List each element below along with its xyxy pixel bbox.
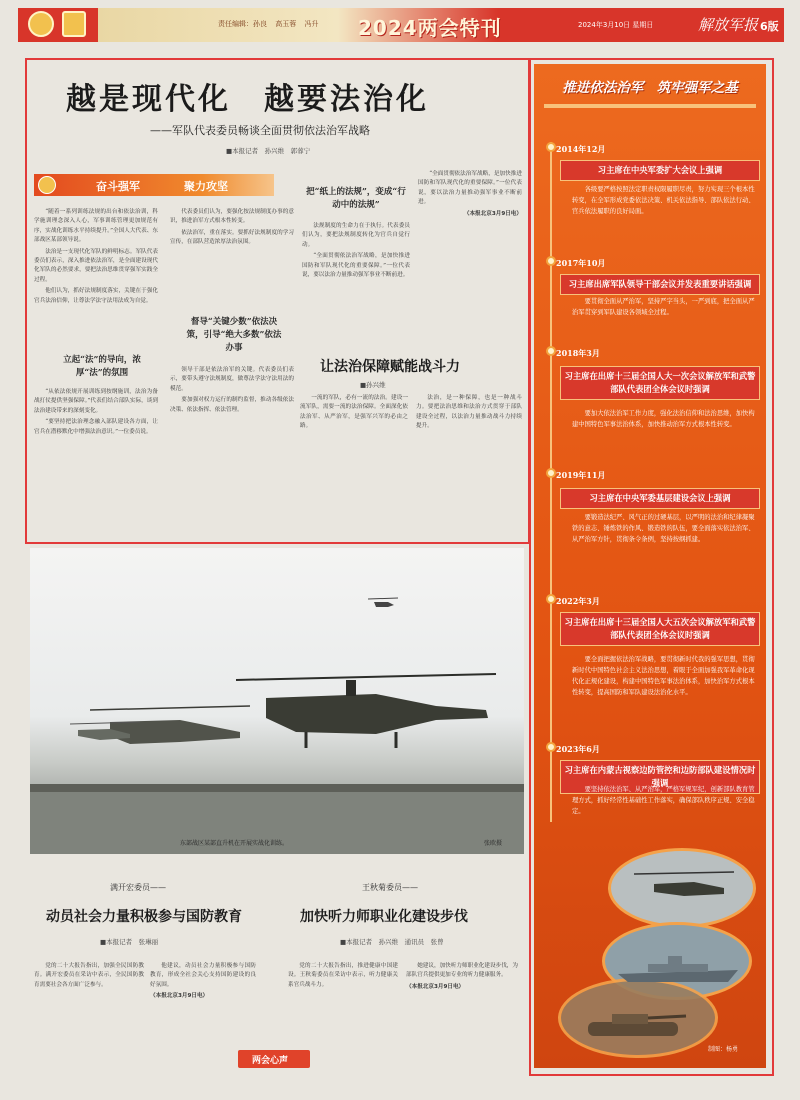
timeline-year: 2022年3月 — [556, 596, 600, 606]
masthead — [18, 8, 784, 42]
timeline-text: 要贯彻全面从严治军，坚持严字当头，一严到底，把全面从严治军贯穿到军队建设各领域全过程。 — [572, 298, 755, 316]
corner-tag-text: 两会心声 — [252, 1056, 289, 1066]
timeline-dot — [546, 594, 556, 604]
body-paragraph: 党的二十大报告指出，推进健康中国建设。王秋菊委员在采访中表示，听力健康关系官兵战斗力。 — [288, 963, 398, 988]
timeline-headline: 习主席在中央军委基层建设会议上强调 — [560, 488, 760, 509]
main-byline: ■本报记者 孙兴维 郭蓉宁 — [226, 147, 311, 155]
timeline-year: 2014年12月 — [556, 144, 606, 154]
body-paragraph: 法规制度的生命力在于执行。代表委员们认为，要把法规制度转化为官兵自觉行动。 — [302, 223, 410, 248]
body-paragraph: 一流的军队，必有一流的法治。建设一流军队，需要一流的法治保障。全面深化依法治军、从严治军，是强军兴军的必由之路。 — [300, 395, 408, 430]
issue-date — [578, 20, 653, 30]
helicopter-photo — [30, 548, 524, 854]
right-article-title: 加快听力师职业化建设步伐 — [300, 909, 468, 925]
subheading-1: 立起“法”的导向，浓厚“法”的氛围 — [63, 355, 141, 378]
timeline-year: 2023年6月 — [556, 744, 600, 754]
main-column-1b — [34, 388, 158, 439]
timeline-headline: 习主席在出席十三届全国人大一次会议解放军和武警部队代表团全体会议时强调 — [560, 366, 760, 400]
article-end-note: （本报北京3月9日电） — [150, 993, 209, 1000]
editor-label: 责任编辑： — [218, 20, 253, 28]
body-paragraph: 法治，是一种保障，也是一种战斗力。要把法治思维和法治方式贯穿于部队建设全过程，以法治力量推动战斗力持续提升。 — [416, 395, 522, 430]
helicopter-icon — [226, 658, 506, 758]
timeline-text: 要锻造法纪严、风气正的过硬基层，以严明的法治和纪律凝聚铁的意志、锤炼铁的作风、锻造铁的队伍，要全面落实依法治军、从严治军方针，贯彻条令条例，坚持按纲抓建。 — [572, 514, 755, 543]
body-paragraph: “随着一系列训练法规的出台和依法治训，科学施训理念深入人心，军事训练管理更加规范有序，实战化训练水平持续提升。”全国人大代表、东部战区某部领导说。 — [34, 209, 158, 244]
body-paragraph: 依法治军，重在落实。要抓好法规制度的学习宣传，在部队营造浓厚法治氛围。 — [170, 229, 294, 246]
article-end-note: （本报北京3月9日电） — [463, 210, 522, 217]
timeline-dot — [546, 742, 556, 752]
tank-icon — [578, 1006, 688, 1042]
photo-credit: 张欧摄 — [484, 840, 503, 847]
special-edition-title: 2024两会特刊 — [358, 16, 502, 40]
editor-name-3: 冯升 — [304, 20, 319, 28]
helicopter-icon — [70, 718, 140, 748]
body-paragraph: 要加强对权力运行的制约监督，推动各级依法决策、依法指挥、依法管理。 — [170, 397, 294, 413]
main-subtitle: ——军队代表委员畅谈全面贯彻依法治军战略 — [150, 124, 370, 137]
body-paragraph: 党的二十大报告指出，加强全民国防教育。满开宏委员在采访中表示，全民国防教育需要社会各方面广泛参与。 — [34, 963, 144, 988]
warship-icon — [618, 946, 738, 986]
timeline-sidebar — [534, 64, 766, 1068]
body-paragraph: 法治是一支现代化军队的鲜明标志。军队代表委员们表示，深入推进依法治军，是全面建设现代化军队的必然要求，要把法治思维贯穿强军实践全过程。 — [34, 248, 158, 283]
main-title: 越是现代化 越要法治化 — [66, 82, 429, 117]
left-article-column-2 — [150, 962, 256, 1004]
body-paragraph: 她建议，加快听力师职业化建设步伐，为部队官兵提供更加专业的听力健康服务。 — [406, 963, 518, 979]
timeline-dot — [546, 256, 556, 266]
banner-text-1: 奋斗强军 — [96, 180, 140, 193]
right-article-speaker: 王秋菊委员—— — [362, 883, 418, 892]
body-paragraph: 他建议，动员社会力量积极参与国防教育，形成全社会关心支持国防建设的良好氛围。 — [150, 963, 256, 988]
subheading-2: 督导“关键少数”依法决策，引导“绝大多数”依法办事 — [186, 317, 282, 353]
body-paragraph: “要坚持把法治理念融入部队建设各方面，让官兵在潜移默化中增强法治意识。”一位委员说。 — [34, 419, 158, 435]
banner-text-2: 聚力攻坚 — [184, 180, 228, 193]
timeline-text: 要加大依法治军工作力度，强化法治信仰和法治思维，加快构建中国特色军事法治体系，加快推动治军方式根本性转变。 — [572, 410, 755, 428]
timeline-headline: 习主席在中央军委扩大会议上强调 — [560, 160, 760, 181]
timeline-headline: 习主席在内蒙古视察边防管控和边防部队建设情况时强调 — [560, 760, 760, 794]
photo-caption: 东部战区某部直升机在开展实战化训练。 — [180, 840, 289, 847]
timeline-dot — [546, 468, 556, 478]
main-column-2b — [170, 366, 294, 417]
timeline-year: 2019年11月 — [556, 470, 606, 480]
corner-tag — [238, 1050, 310, 1068]
timeline-text: 要坚持依法治军、从严治军，严格军规军纪，创新部队教育管理方式，抓好经常性基础性工作落实，确保部队秩序正规、安全稳定。 — [572, 786, 755, 815]
timeline-year: 2017年10月 — [556, 258, 606, 268]
main-column-2 — [170, 208, 294, 250]
editor-name: 孙良 — [253, 20, 267, 28]
main-column-4 — [418, 170, 522, 221]
commentary-title: 让法治保障赋能战斗力 — [320, 359, 460, 375]
timeline-year: 2018年3月 — [556, 348, 600, 358]
editor-name-2: 高玉蓉 — [275, 20, 297, 28]
timeline-dot — [546, 142, 556, 152]
timeline-dot — [546, 346, 556, 356]
body-paragraph: “全面贯彻依法治军战略，是加快推进国防和军队现代化的重要保障。”一位代表说，要以法治力量推动强军事业不断前进。 — [302, 253, 410, 279]
timeline-text: 要全面把握依法治军战略，要贯彻新时代我的强军思想，贯彻新时代中国特色社会主义法治思想，着眼于全面加强我军革命化现代化正规化建设，构建中国特色军事法治体系，加快治军方式根本性转变，提高国防和军队建设法治化水平。 — [572, 656, 755, 696]
main-column-1 — [34, 208, 158, 308]
date-text: 2024年3月10日 — [578, 21, 631, 29]
main-column-3 — [302, 222, 410, 282]
subheading-3: 把“纸上的法规”，变成“行动中的法规” — [306, 187, 406, 210]
cppcc-emblem-icon — [62, 11, 86, 37]
article-end-note: （本报北京3月9日电） — [406, 983, 465, 990]
helicopter-icon — [368, 596, 398, 612]
sidebar-illustration — [558, 838, 758, 1060]
right-article-column-1 — [288, 962, 398, 992]
illustration-credit: 制图：杨勇 — [708, 1046, 739, 1053]
helicopter-icon — [634, 868, 734, 908]
left-article-byline: ■本报记者 张琳丽 — [100, 938, 159, 946]
body-paragraph: 领导干部是依法治军的关键。代表委员们表示，要带头遵守法规制度，做尊法学法守法用法的模范。 — [170, 367, 294, 392]
timeline-text: 各级要严格按照法定职责权限履职尽责，努力实现三个根本性转变，在全军形成党委依法决策、机关依法指导、部队依法行动、官兵依法履职的良好局面。 — [572, 186, 755, 215]
national-emblem-icon — [28, 11, 54, 37]
weekday-text: 星期日 — [632, 21, 654, 29]
right-article-column-2 — [406, 962, 518, 994]
sidebar-title: 推进依法治军 筑牢强军之基 — [562, 80, 738, 96]
body-paragraph: 代表委员们认为，要强化按法规制度办事的意识，推进治军方式根本性转变。 — [170, 209, 294, 225]
right-article-byline: ■本报记者 孙兴维 通讯员 张曾 — [340, 938, 444, 946]
timeline-headline: 习主席出席军队领导干部会议并发表重要讲话强调 — [560, 274, 760, 295]
left-article-column-1 — [34, 962, 144, 992]
commentary-column-1 — [300, 394, 408, 434]
left-article-title: 动员社会力量积极参与国防教育 — [46, 909, 242, 925]
timeline-headline: 习主席在出席十三届全国人大五次会议解放军和武警部队代表团全体会议时强调 — [560, 612, 760, 646]
left-article-speaker: 满开宏委员—— — [110, 883, 166, 892]
commentary-column-2 — [416, 394, 522, 434]
emblem-icon — [38, 176, 56, 194]
body-paragraph: “全面贯彻依法治军战略，是加快推进国防和军队现代化的重要保障。”一位代表说，要以法治力量推动强军事业不断前进。 — [418, 171, 522, 206]
page-number: 6版 — [760, 20, 779, 33]
section-banner — [34, 174, 274, 196]
body-paragraph: “从依法依规开展训练到按纲施训，法治为备战打仗提供坚强保障。”代表们结合部队实际，谈到法治建设带来的深刻变化。 — [34, 389, 158, 414]
paper-name: 解放军报 — [698, 16, 759, 34]
body-paragraph: 他们认为，抓好法规制度落实，关键在于强化官兵法治信仰，让尊法学法守法用法成为自觉。 — [34, 288, 158, 304]
commentary-byline: ■孙兴维 — [360, 381, 386, 389]
